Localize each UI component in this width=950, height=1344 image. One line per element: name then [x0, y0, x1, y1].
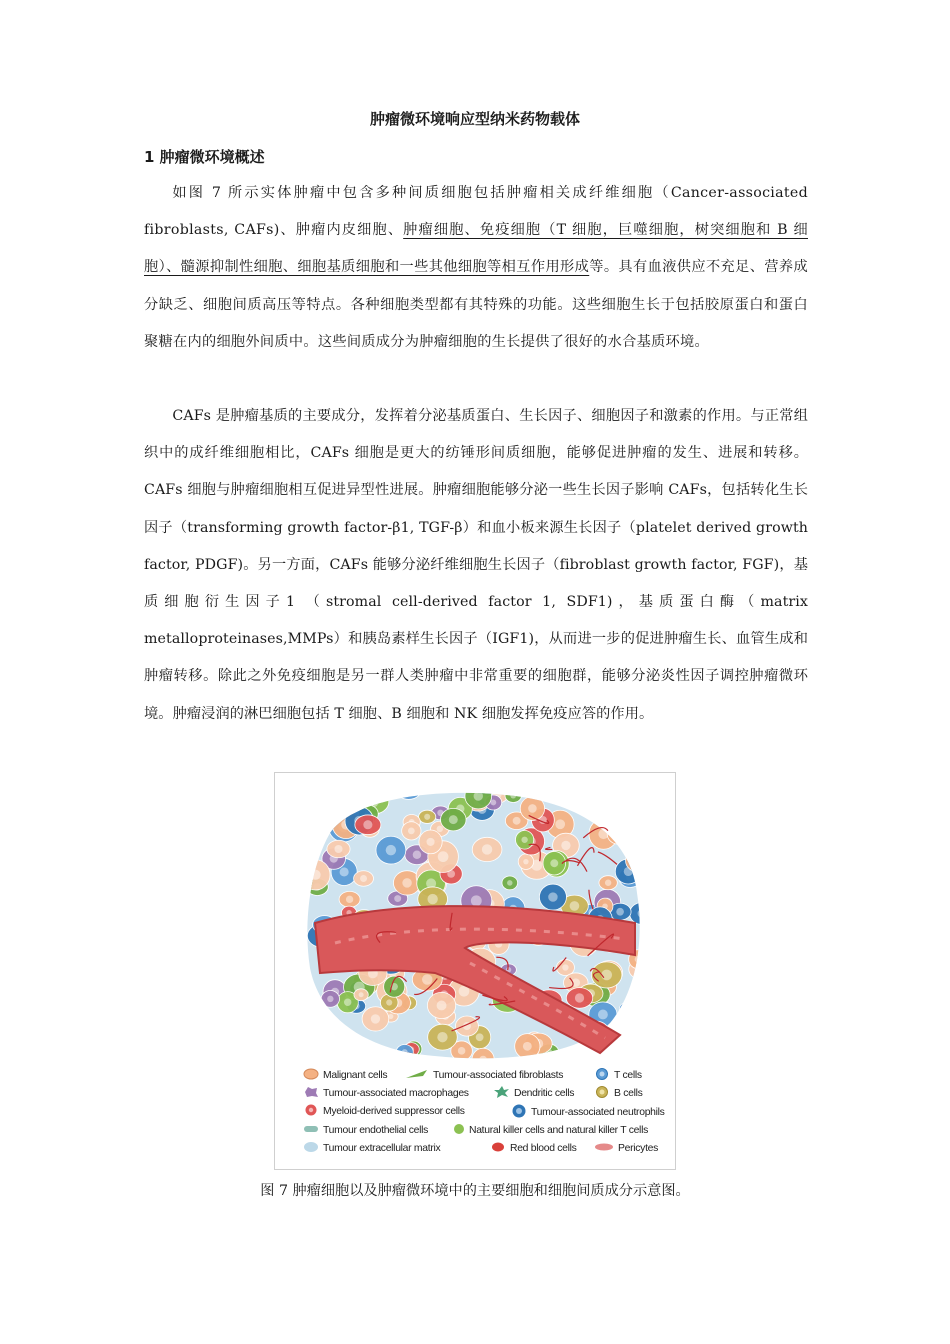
cell: [540, 785, 556, 799]
cell: [622, 780, 646, 800]
cell: [362, 781, 378, 795]
section-heading: 1 肿瘤微环境概述: [144, 148, 265, 166]
cell: [349, 1044, 378, 1066]
cell: [349, 786, 363, 799]
cell: [327, 840, 350, 857]
cell: [321, 991, 339, 1008]
legend-item-b-cells: B cells: [594, 1086, 643, 1101]
neutrophil-icon: [511, 1104, 527, 1121]
legend-item-pericytes: Pericytes: [594, 1141, 658, 1156]
paragraph-text: 等。具有血液供应不充足、营养成分缺乏、细胞间质高压等特点。各种细胞类型都有其特殊的功能。这些细胞生长于包括胶原蛋白和蛋白聚糖在内的细胞外间质中。这些间质成分为肿瘤细胞的生长提供了很好的水合基质环境。: [144, 259, 808, 350]
cell: [539, 884, 566, 910]
t-cell-icon: [594, 1068, 610, 1083]
mdsc-icon: [303, 1104, 319, 1119]
cell: [396, 1044, 413, 1059]
cell: [591, 962, 621, 988]
cell: [354, 989, 368, 1001]
cell: [630, 903, 655, 925]
legend-item-dendritic-cells: Dendritic cells: [494, 1086, 574, 1101]
figure-7: [274, 772, 676, 1170]
document-title: 肿瘤微环境响应型纳米药物载体: [369, 110, 580, 128]
legend-item-macrophages: Tumour-associated macrophages: [303, 1086, 469, 1101]
endothelial-cell-icon: [303, 1123, 319, 1138]
cell: [599, 876, 617, 890]
cell: [518, 854, 533, 870]
cell: [619, 1002, 635, 1015]
malignant-cell-icon: [303, 1068, 319, 1083]
cell: [395, 777, 422, 800]
cell: [566, 988, 592, 1009]
nk-cell-icon: [453, 1123, 465, 1138]
cell: [339, 891, 360, 907]
cell: [427, 992, 455, 1018]
paragraph-text: 如图 7 所示实体肿瘤中包含多种间质细胞包括肿瘤相关成纤维细胞（Cancer-associated fibroblasts, CAFs)、肿瘤内皮细胞、: [144, 185, 808, 239]
cell: [419, 830, 442, 854]
cell: [332, 789, 358, 814]
cell: [604, 810, 630, 830]
legend-item-t-cells: T cells: [594, 1068, 642, 1083]
cell: [625, 1000, 643, 1015]
cell: [333, 799, 352, 814]
cell: [607, 785, 639, 810]
cell: [441, 808, 467, 830]
legend-item-ecm: Tumour extracellular matrix: [303, 1141, 440, 1156]
cell: [626, 849, 654, 872]
cell: [308, 812, 331, 835]
cell: [618, 806, 633, 818]
cell: [376, 836, 406, 864]
cell: [621, 1030, 648, 1056]
figure-caption: 图 7 肿瘤细胞以及肿瘤微环境中的主要细胞和细胞间质成分示意图。: [260, 1183, 690, 1199]
b-cell-icon: [594, 1086, 610, 1101]
legend-item-fibroblasts: Tumour-associated fibroblasts: [405, 1068, 563, 1083]
cell: [502, 876, 518, 890]
cell: [589, 819, 618, 850]
cell: [465, 783, 492, 809]
pericyte-icon: [594, 1141, 614, 1156]
cell: [354, 871, 374, 887]
cell: [607, 824, 630, 844]
dendritic-cell-icon: [494, 1086, 510, 1101]
cell: [402, 822, 421, 840]
legend-item-malignant-cells: Malignant cells: [303, 1068, 387, 1083]
legend-item-red-blood-cells: Red blood cells: [490, 1141, 577, 1156]
legend-item-endothelial-cells: Tumour endothelial cells: [303, 1123, 428, 1138]
cell: [419, 810, 436, 823]
legend-item-neutrophils: Tumour-associated neutrophils: [511, 1104, 665, 1121]
cell: [355, 815, 381, 835]
fibroblast-icon: [405, 1068, 429, 1083]
cell: [635, 784, 653, 801]
paragraph-tme-overview: [144, 175, 808, 361]
cell: [428, 1024, 458, 1050]
cell: [515, 830, 533, 849]
cell: [515, 1034, 540, 1059]
cell: [522, 783, 539, 797]
cell: [505, 789, 521, 803]
cell: [362, 1007, 389, 1031]
macrophage-icon: [303, 1086, 319, 1101]
cell: [564, 1051, 586, 1071]
legend-item-mdsc: Myeloid-derived suppressor cells: [303, 1104, 465, 1119]
cell: [301, 860, 330, 890]
cell: [625, 776, 650, 803]
cell: [472, 837, 502, 861]
ecm-icon: [303, 1141, 319, 1156]
red-blood-cell-icon: [490, 1141, 506, 1156]
legend-item-nk-cells: Natural killer cells and natural killer T cells: [453, 1123, 648, 1138]
paragraph-cafs: CAFs 是肿瘤基质的主要成分，发挥着分泌基质蛋白、生长因子、细胞因子和激素的作用。与正常组织中的成纤维细胞相比，CAFs 细胞是更大的纺锤形间质细胞，能够促进肿瘤的发生、进展和转移。CAFs 细胞与肿瘤细胞相互促进异型性进展。肿瘤细胞能够分泌一些生长因子影响 CAFs，包括转化生长因子（transforming growth factor-β1, TGF-β）和血小板来源生长因子（platelet derived growth factor, PDGF)。另一方面，CAFs 能够分泌纤维细胞生长因子（fibroblast growth factor, FGF)，基质细胞衍生因子1 （stromal cell-derived factor 1, SDF1)，基质蛋白酶（matrix metalloproteinases,MMPs）和胰岛素样生长因子（IGF1)，从而进一步的促进肿瘤生长、血管生成和肿瘤转移。除此之外免疫细胞是另一群人类肿瘤中非常重要的细胞群，能够分泌炎性因子调控肿瘤微环境。肿瘤浸润的淋巴细胞包括 T 细胞、B 细胞和 NK 细胞发挥免疫应答的作用。: [144, 408, 808, 722]
underlined-text: 肿瘤细胞、免疫细胞（T 细胞，巨噬细胞，树突细胞和 B 细胞）、髓源抑制性细胞、细胞基质细胞和一些其他细胞等相互作用形成: [144, 222, 808, 276]
cell: [455, 1016, 478, 1036]
